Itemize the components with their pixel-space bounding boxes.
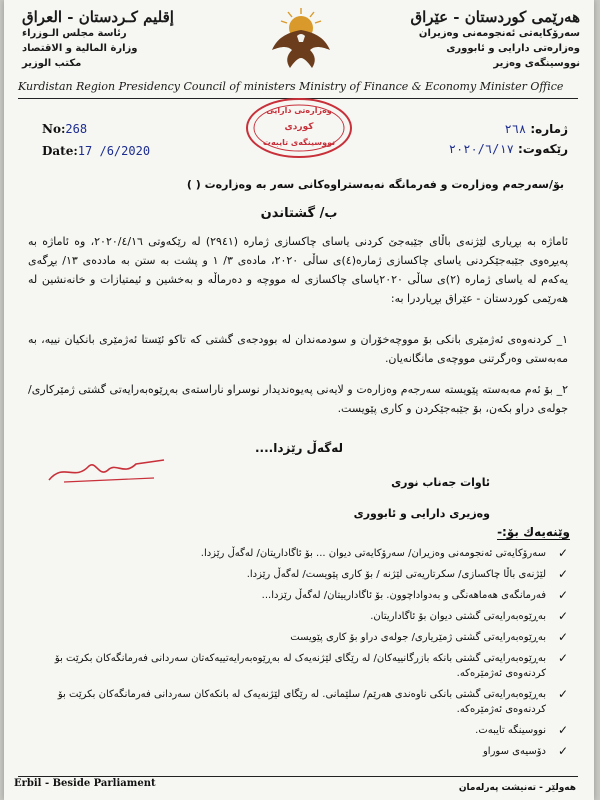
kurdish-reference-number bbox=[504, 122, 568, 136]
recipient-line: بۆ/سەرجەم وەزارەت و فەرمانگە نەبەستراوەکانی سەر بە وەزارەت ( ) bbox=[186, 178, 564, 191]
letter-page bbox=[4, 0, 594, 800]
signature-icon bbox=[44, 452, 174, 488]
stamp-line-3: نووسینگەی تایبەت bbox=[262, 138, 336, 147]
cc-list-item bbox=[48, 687, 568, 717]
signer-block bbox=[270, 476, 490, 520]
kurdish-ministry-line: وەزارەتی دارایی و ئابووری bbox=[446, 43, 580, 54]
cc-list-item bbox=[48, 744, 568, 759]
kurdish-number-value: ٢٦٨ bbox=[504, 122, 527, 136]
cc-item-text: دۆسیەی سوراو bbox=[482, 746, 546, 757]
signer-position: وەزیری دارایی و ئابووری bbox=[353, 507, 490, 520]
cc-list bbox=[48, 546, 568, 765]
cc-item-text: لێژنەی باڵا چاکسازی/ سکرتاریەتی لێژنە / بۆ کاری پێویست/ لەگەڵ رێزدا. bbox=[246, 569, 546, 580]
arabic-presidency-line: رئاسة مجلس الـوزراء bbox=[22, 28, 127, 39]
cc-item-text: سەرۆکایەتی ئەنجومەنی وەزیران/ سەرۆکایەتی دیوان ... بۆ ئاگاداریتان/ لەگەڵ رێزدا. bbox=[200, 548, 546, 559]
cc-list-item bbox=[48, 723, 568, 738]
footer-address-kurdish: هەولێر - تەنیشت پەرلەمان bbox=[458, 783, 576, 793]
arabic-office-line: مكتب الوزير bbox=[22, 58, 82, 69]
cc-list-item bbox=[48, 588, 568, 603]
checkmark-icon: ✓ bbox=[557, 744, 568, 758]
stamp-line-2: كوردی bbox=[284, 122, 314, 132]
kurdistan-emblem-icon bbox=[266, 6, 336, 74]
kurdish-reference-date bbox=[449, 142, 568, 156]
signer-name: ئاوات جەناب نوری bbox=[391, 476, 490, 489]
checkmark-icon: ✓ bbox=[557, 723, 568, 737]
footer-divider bbox=[18, 776, 578, 777]
kurdish-council-line: سەرۆکایەتی ئەنجومەنی وەزیران bbox=[418, 28, 580, 39]
cc-list-item bbox=[48, 651, 568, 681]
cc-list-item bbox=[48, 609, 568, 624]
kurdish-date-value: ٢٠٢٠/٦/١٧ bbox=[448, 142, 514, 156]
body-paragraph-2: ١_ کردنەوەی ئەژمێری بانکی بۆ مووچەخۆران و سودمەندان لە بوودجەی گشتی کە تاکو ئێستا ئەژمێری بانکیان نییە، بە مەبەستی وەرگرتنی مووچەی مانگانەیان. bbox=[28, 333, 568, 365]
checkmark-icon: ✓ bbox=[557, 546, 568, 560]
cc-item-text: بەڕێوەبەرایەتی گشتی بانکە بازرگانییەکان/ لە رێگای لێژنەیەک لە بەڕێوەبەرایەتییەکەتان سەردانی فەرمانگەکان بکرێت بۆ کردنەوەی ئەژمێرەکە. bbox=[54, 653, 546, 679]
footer-address-english: Erbil - Beside Parliament bbox=[14, 778, 156, 789]
arabic-region-title: إقليم كـردستان - العراق bbox=[22, 8, 174, 26]
cc-item-text: نووسینگە تایبەت. bbox=[475, 725, 546, 736]
date-label: Date: bbox=[42, 144, 78, 158]
arabic-header bbox=[22, 8, 212, 71]
checkmark-icon: ✓ bbox=[557, 630, 568, 644]
checkmark-icon: ✓ bbox=[557, 588, 568, 602]
cc-list-item bbox=[48, 630, 568, 645]
cc-list-item bbox=[48, 546, 568, 561]
cc-heading: وێنەیەك بۆ:- bbox=[497, 525, 570, 539]
cc-item-text: بەڕێوەبەرایەتی گشتی ژمێریاری/ جولەی دراو بۆ کاری پێویست bbox=[290, 632, 546, 643]
closing-line: لەگەڵ رێزدا.... bbox=[254, 441, 343, 455]
kurdish-number-label: ژمارە: bbox=[530, 122, 568, 136]
kurdish-date-label: رێکەوت: bbox=[518, 142, 568, 156]
body-paragraph-3: ٢_ بۆ ئەم مەبەستە پێویستە سەرجەم وەزارەت و لایەنی پەیوەندیدار نوسراو ناراستەی بەڕێوەبەرایەتی گشتی ژمێرکاری/ جولەی دراو بکەن، بۆ جێبەجێکردن و کاری پێویست. bbox=[28, 383, 568, 415]
stamp-line-1: وەزارەتی دارایی bbox=[266, 106, 332, 115]
kurdish-region-title: هەرێمی كوردستان - عێراق bbox=[410, 8, 580, 26]
letter-title: ب/ گشتاندن bbox=[260, 206, 338, 221]
checkmark-icon: ✓ bbox=[557, 687, 568, 701]
arabic-ministry-line: وزارة المالية و الاقتصاد bbox=[22, 43, 138, 54]
checkmark-icon: ✓ bbox=[557, 651, 568, 665]
english-header-line: Kurdistan Region Presidency Council of ministers Ministry of Finance & Economy Minister Office bbox=[18, 80, 564, 93]
checkmark-icon: ✓ bbox=[557, 567, 568, 581]
number-label: No: bbox=[42, 122, 66, 136]
number-value: 268 bbox=[65, 122, 88, 136]
reference-number bbox=[42, 122, 87, 136]
kurdish-header bbox=[370, 8, 580, 71]
date-value: 17 /6/2020 bbox=[77, 144, 151, 158]
cc-item-text: فەرمانگەی هەماهەنگی و بەدواداچوون. بۆ ئاگادارییتان/ لەگەڵ رێزدا... bbox=[261, 590, 546, 601]
checkmark-icon: ✓ bbox=[557, 609, 568, 623]
office-stamp bbox=[244, 96, 354, 160]
body-paragraph-1: ئاماژە بە بڕیاری لێژنەی باڵای جێبەجێ کردنی یاسای چاکسازی ژمارە (٢٩٤١) لە رێکەوتی ٢٠٢٠/٤/١٦، وە ئاماژە بە پەیڕەوی جێبەجێکردنی یاسای چاکسازی ژمارە(٤)ی ساڵی ٢٠٢٠، مادەی ٣/ ١ و پشت بە ستن بە ماددەی ١٣/ بڕگەی یەکەم لە یاسای ژمارە (٢)ی ساڵی ٢٠٢٠یاسای چاکسازی لە مووچە و دەرماڵە و بەخشین و ئیمتیازات و خانەنشین لە هەرێمی کوردستان - عێراق بڕیاردرا بە: bbox=[28, 235, 569, 305]
cc-item-text: بەڕێوەبەرایەتی گشتی دیوان بۆ ئاگاداریتان. bbox=[370, 611, 546, 622]
cc-list-item bbox=[48, 567, 568, 582]
cc-item-text: بەڕێوەبەرایەتی گشتی بانکی ناوەندی هەرێم/ سلێمانی. لە رێگای لێژنەیەک لە بانکەکان سەردانی فەرمانگەکان بکرێت بۆ کردنەوەی ئەژمێرەکە. bbox=[57, 689, 546, 715]
reference-date bbox=[42, 144, 150, 158]
kurdish-office-line: نووسینگەی وەزیر bbox=[493, 58, 580, 69]
